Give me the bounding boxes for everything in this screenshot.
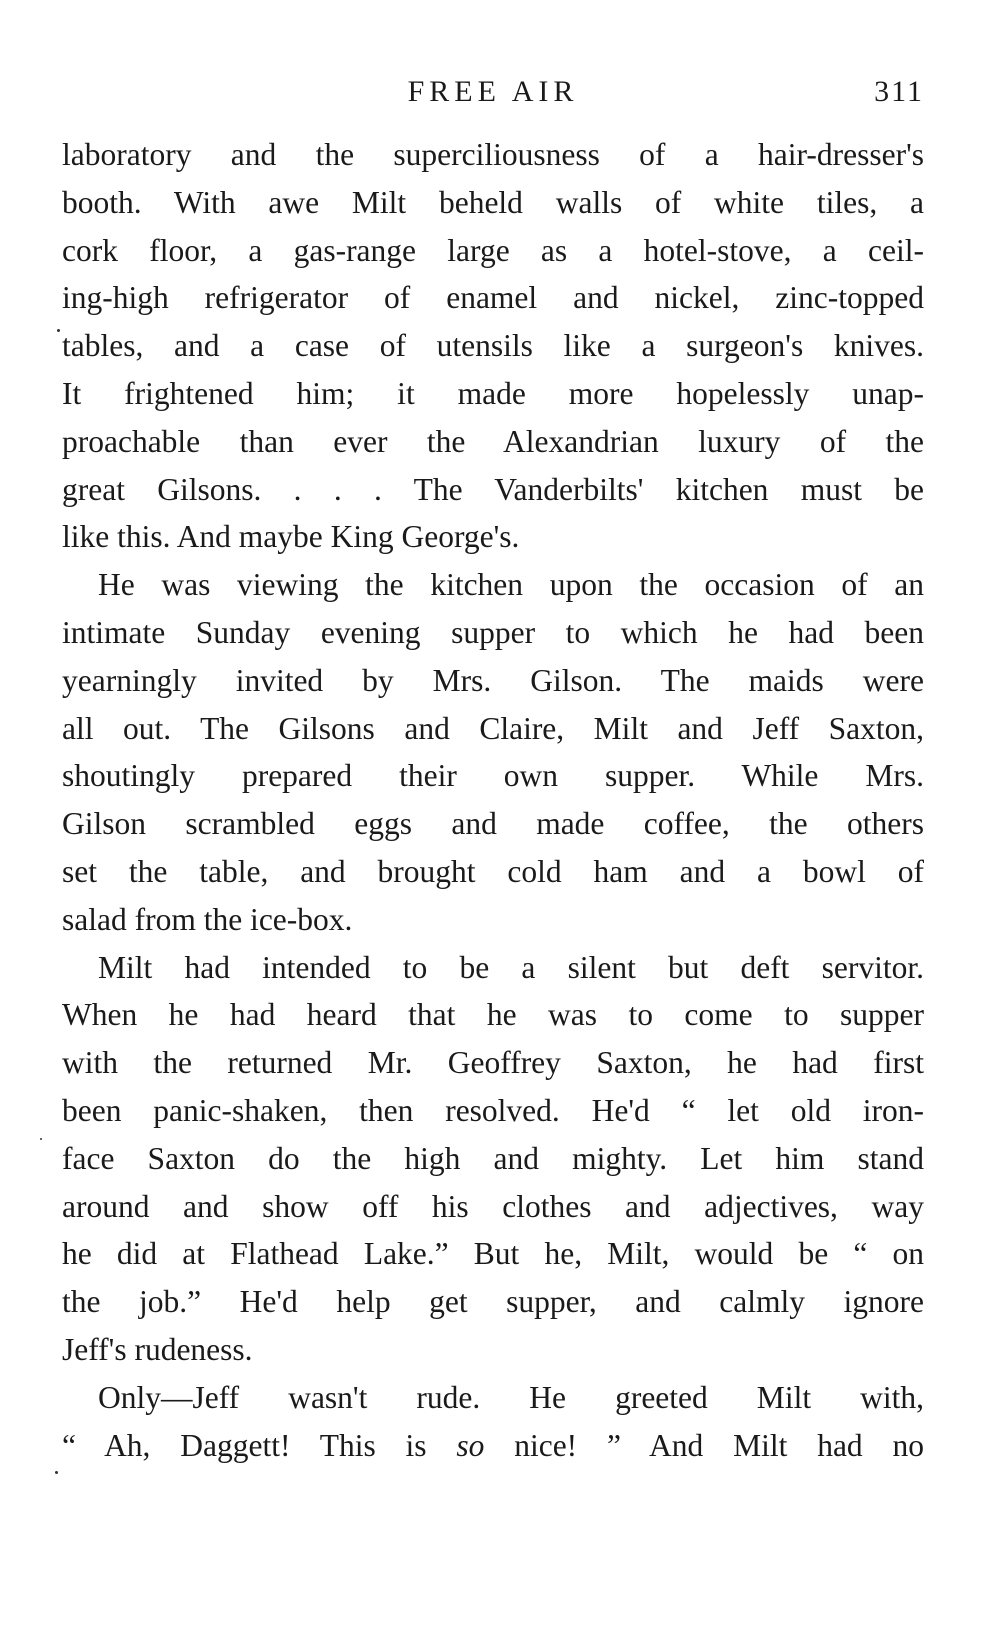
text-line: the job.” He'd help get supper, and calmly ignore [62,1284,924,1320]
text-line: been panic-shaken, then resolved. He'd “ let old iron- [62,1092,924,1128]
text-line: he did at Flathead Lake.” But he, Milt, would be “ on [62,1236,924,1272]
text-line: laboratory and the superciliousness of a hair-dresser's [62,137,924,172]
running-head [62,70,924,114]
text-line: booth. With awe Milt beheld walls of white tiles, a [62,184,924,220]
running-title: FREE AIR [407,75,579,108]
final-line-before: “ Ah, Daggett! This is [62,1427,457,1463]
margin-speck [57,329,60,332]
page-number: 311 [874,75,924,108]
text-line: cork floor, a gas-range large as a hotel-stove, a ceil- [62,232,924,268]
text-line: intimate Sunday evening supper to which he had been [62,614,924,650]
final-line-italic: so [456,1427,485,1463]
text-line: Milt had intended to be a silent but deft servitor. [98,949,924,985]
text-line: great Gilsons. . . . The Vanderbilts' kitchen must be [62,471,924,507]
text-line: It frightened him; it made more hopelessly unap- [62,375,924,411]
text-line: set the table, and brought cold ham and a bowl of [62,853,924,889]
body-text [62,131,924,1469]
margin-speck [40,1138,42,1140]
text-line: yearningly invited by Mrs. Gilson. The maids were [62,662,924,698]
text-line: When he had heard that he was to come to supper [62,997,924,1033]
text-line: Jeff's rudeness. [62,1331,253,1367]
text-line: around and show off his clothes and adjectives, way [62,1188,924,1224]
text-line: tables, and a case of utensils like a surgeon's knives. [62,328,924,364]
text-line: ing-high refrigerator of enamel and nickel, zinc-topped [62,280,924,316]
final-line-after: nice! ” And Milt had no [484,1427,924,1463]
text-line: proachable than ever the Alexandrian luxury of the [62,423,924,459]
text-line: like this. And maybe King George's. [62,519,520,555]
text-line: with the returned Mr. Geoffrey Saxton, he had first [62,1045,924,1081]
text-line: shoutingly prepared their own supper. While Mrs. [62,758,924,794]
text-line: Gilson scrambled eggs and made coffee, the others [62,806,924,842]
text-line: face Saxton do the high and mighty. Let him stand [62,1140,924,1176]
text-line-final [62,1422,924,1470]
text-line: He was viewing the kitchen upon the occasion of an [98,567,924,603]
text-line: salad from the ice-box. [62,901,353,937]
text-line: Only—Jeff wasn't rude. He greeted Milt with, [98,1379,924,1415]
margin-speck [55,1471,58,1474]
text-line: all out. The Gilsons and Claire, Milt and Jeff Saxton, [62,710,924,746]
